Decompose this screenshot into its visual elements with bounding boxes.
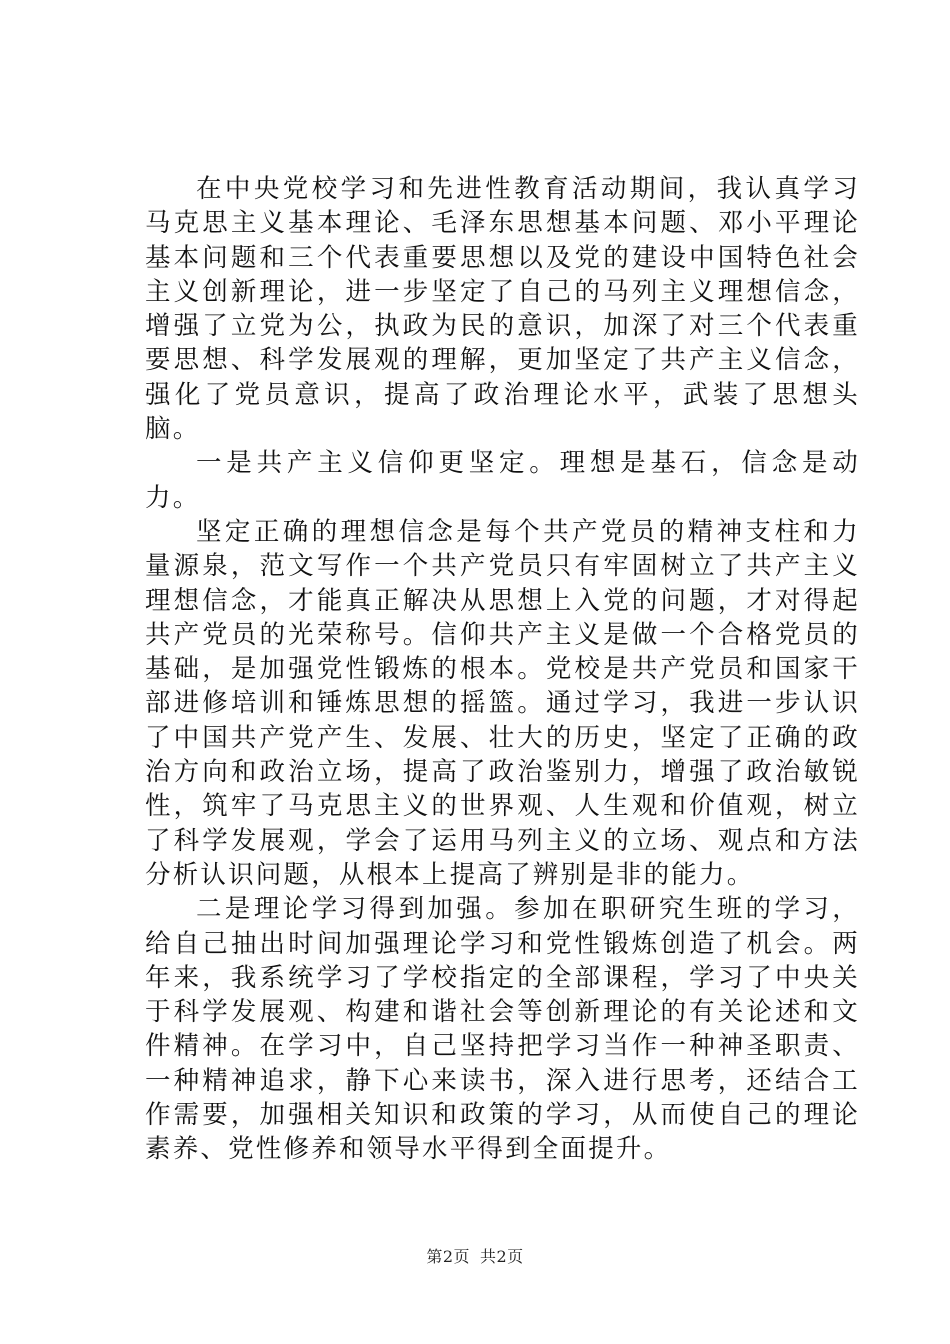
page-number-total: 共2页 (480, 1247, 524, 1266)
paragraph-heading-one: 一是共产主义信仰更坚定。理想是基石，信念是动力。 (145, 448, 860, 513)
paragraph-belief: 坚定正确的理想信念是每个共产党员的精神支柱和力量源泉，范文写作一个共产党员只有牢固树立了共产主义理想信念，才能真正解决从思想上入党的问题，才对得起共产党员的光荣称号。信仰共产主义是做一个合格党员的基础，是加强党性锻炼的根本。党校是共产党员和国家干部进修培训和锤炼思想的摇篮。通过学习，我进一步认识了中国共产党产生、发展、壮大的历史，坚定了正确的政治方向和政治立场，提高了政治鉴别力，增强了政治敏锐性，筑牢了马克思主义的世界观、人生观和价值观，树立了科学发展观，学会了运用马列主义的立场、观点和方法分析认识问题，从根本上提高了辨别是非的能力。 (145, 516, 860, 890)
paragraph-theory-study: 二是理论学习得到加强。参加在职研究生班的学习，给自己抽出时间加强理论学习和党性锻炼创造了机会。两年来，我系统学习了学校指定的全部课程，学习了中央关于科学发展观、构建和谐社会等创新理论的有关论述和文件精神。在学习中，自己坚持把学习当作一种神圣职责、一种精神追求，静下心来读书，深入进行思考，还结合工作需要，加强相关知识和政策的学习，从而使自己的理论素养、党性修养和领导水平得到全面提升。 (145, 894, 860, 1165)
document-body (145, 172, 860, 1167)
paragraph-intro: 在中央党校学习和先进性教育活动期间，我认真学习马克思主义基本理论、毛泽东思想基本问题、邓小平理论基本问题和三个代表重要思想以及党的建设中国特色社会主义创新理论，进一步坚定了自己的马列主义理想信念，增强了立党为公，执政为民的意识，加深了对三个代表重要思想、科学发展观的理解，更加坚定了共产主义信念，强化了党员意识，提高了政治理论水平，武装了思想头脑。 (145, 174, 860, 445)
page-number-current: 第2页 (426, 1247, 470, 1266)
page-footer (0, 1244, 950, 1267)
